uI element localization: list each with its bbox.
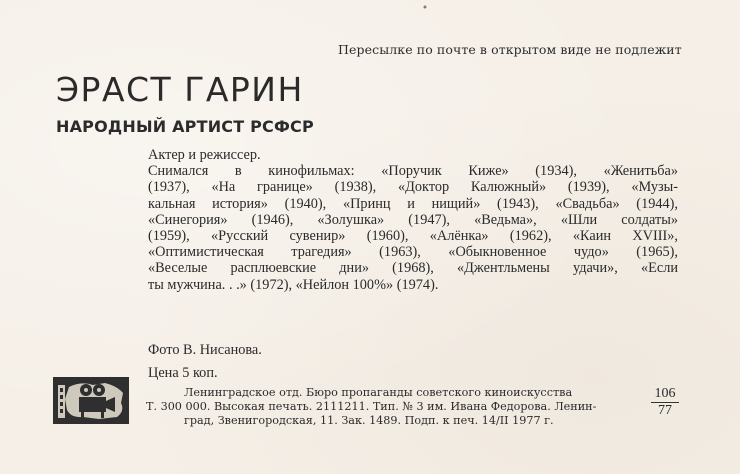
bio-line: ты мужчина. . .» (1972), «Нейлон 100%» (1974). bbox=[148, 276, 439, 293]
postal-restriction-note: Пересылке по почте в открытом виде не подлежит bbox=[338, 42, 682, 57]
paper-speck-icon bbox=[422, 4, 428, 10]
film-camera-map-logo-icon bbox=[53, 377, 129, 424]
bio-line: кальная история» (1940), «Принц и нищий» (1943), «Свадьба» (1944), bbox=[148, 195, 678, 212]
bio-line: «Оптимистическая трагедия» (1963), «Обыкновенное чудо» (1965), bbox=[148, 244, 678, 261]
bio-line: (1937), «На границе» (1938), «Доктор Калюжный» (1939), «Музы- bbox=[148, 179, 678, 196]
actor-title: НАРОДНЫЙ АРТИСТ РСФСР bbox=[56, 117, 314, 136]
bio-line: «Веселые расплюевские дни» (1968), «Джентльмены удачи», «Если bbox=[148, 260, 678, 277]
publisher-imprint bbox=[146, 386, 616, 428]
price: Цена 5 коп. bbox=[148, 365, 218, 381]
card-number bbox=[650, 386, 680, 419]
biography bbox=[148, 147, 678, 293]
bio-line: (1959), «Русский сувенир» (1960), «Алёнка» (1962), «Каин XVIII», bbox=[148, 228, 678, 245]
card-number-denominator: 77 bbox=[658, 403, 672, 418]
imprint-line: Т. 300 000. Высокая печать. 2111211. Тип. № 3 им. Ивана Федорова. Ленин- bbox=[146, 400, 597, 413]
bio-line: Снимался в кинофильмах: «Поручик Киже» (1934), «Женитьба» bbox=[148, 163, 678, 180]
photo-credit: Фото В. Нисанова. bbox=[148, 342, 262, 358]
card-number-numerator: 106 bbox=[654, 386, 676, 401]
bio-line: «Синегория» (1946), «Золушка» (1947), «Ведьма», «Шли солдаты» bbox=[148, 211, 678, 228]
imprint-line: град, Звенигородская, 11. Зак. 1489. Подп. к печ. 14/II 1977 г. bbox=[184, 414, 554, 427]
actor-name: ЭРАСТ ГАРИН bbox=[56, 70, 304, 109]
imprint-line: Ленинградское отд. Бюро пропаганды советского киноискусства bbox=[184, 386, 573, 399]
bio-line: Актер и режиссер. bbox=[148, 147, 261, 163]
